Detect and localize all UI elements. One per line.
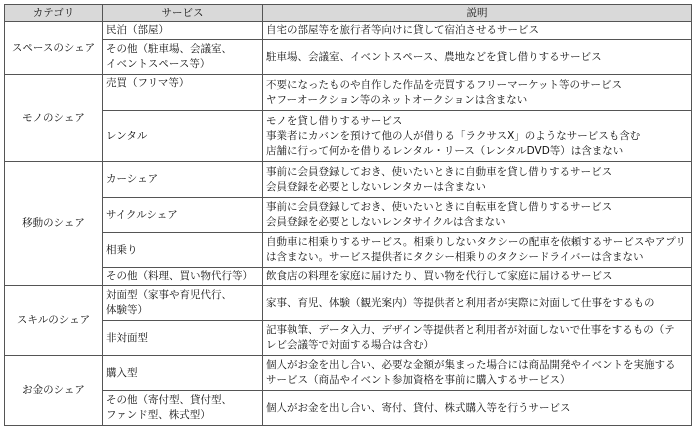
cell-text-line: 飲食店の料理を家庭に届けたり、買い物を代行して家庭に届けるサービス <box>266 270 613 282</box>
service-cell <box>103 162 263 198</box>
cell-text-line: 相乗り <box>106 243 138 256</box>
table-row <box>5 22 692 40</box>
service-cell <box>103 356 263 391</box>
service-cell <box>103 22 263 40</box>
cell-text-line: 民泊（部屋） <box>106 24 169 36</box>
cell-text-line: その他（駐車場、会議室、 <box>106 43 232 55</box>
cell-text-line: サイクルシェア <box>106 208 178 221</box>
category-cell: お金のシェア <box>5 356 103 426</box>
table-row <box>5 75 692 111</box>
description-cell <box>263 286 692 321</box>
service-cell <box>103 286 263 321</box>
service-cell <box>103 268 263 286</box>
cell-text-line: 駐車場、会議室、イベントスペース、農地などを貸し借りするサービス <box>266 50 602 63</box>
cell-text-line: イベントスペース等） <box>106 58 211 70</box>
cell-text-line: は含まない。サービス提供者にタクシー相乗りのタクシードライバーは含まない <box>266 251 644 263</box>
table-row <box>5 391 692 426</box>
table-row <box>5 268 692 286</box>
category-cell: スキルのシェア <box>5 286 103 356</box>
service-cell <box>103 40 263 75</box>
cell-text-line: その他（料理、買い物代行等） <box>106 270 253 282</box>
service-cell <box>103 111 263 162</box>
cell-text-line: 体験等） <box>106 304 148 316</box>
category-cell: 移動のシェア <box>5 162 103 286</box>
description-cell <box>263 111 692 162</box>
service-cell <box>103 391 263 426</box>
cell-text-line: 売買（フリマ等） <box>106 77 190 89</box>
header-description: 説明 <box>263 5 692 22</box>
cell-text-line: 事前に会員登録しておき、使いたいときに自動車を貸し借りするサービス <box>266 165 613 178</box>
header-row <box>5 5 692 22</box>
cell-text-line: 家事、育児、体験（観光案内）等提供者と利用者が実際に対面して仕事をするもの <box>266 296 655 309</box>
description-cell <box>263 198 692 233</box>
header-service: サービス <box>103 5 263 22</box>
description-cell <box>263 162 692 198</box>
service-cell <box>103 233 263 268</box>
sharing-category-table <box>4 4 692 426</box>
cell-text-line: 事業者にカバンを預けて他の人が借りる「ラクサスX」のようなサービスも含む <box>266 129 641 142</box>
cell-text-line: 購入型 <box>106 366 138 379</box>
description-cell <box>263 22 692 40</box>
cell-text-line: 自宅の部屋等を旅行者等向けに貸して宿泊させるサービス <box>266 24 539 36</box>
cell-text-line: 会員登録を必要としないレンタカーは含まない <box>266 180 486 193</box>
cell-text-line: レビ会議等で対面する場合は含む） <box>266 339 434 351</box>
service-cell <box>103 321 263 356</box>
table-row <box>5 356 692 391</box>
table-row <box>5 162 692 198</box>
cell-text-line: サービス（商品やイベント参加資格を事前に購入するサービス） <box>266 374 571 386</box>
cell-text-line: 店舗に行って何かを借りるレンタル・リース（レンタルDVD等）は含まない <box>266 144 624 157</box>
description-cell <box>263 75 692 111</box>
table-row <box>5 111 692 162</box>
description-cell <box>263 233 692 268</box>
cell-text-line: その他（寄付型、貸付型、 <box>106 394 232 406</box>
table-body <box>5 22 692 426</box>
category-cell: スペースのシェア <box>5 22 103 75</box>
table-row <box>5 198 692 233</box>
description-cell <box>263 40 692 75</box>
service-cell <box>103 75 263 111</box>
cell-text-line: 不要になったものや自作した作品を売買するフリーマーケット等のサービス <box>266 78 623 91</box>
cell-text-line: カーシェア <box>106 173 159 185</box>
cell-text-line: 会員登録を必要としないレンタサイクルは含まない <box>266 216 506 228</box>
cell-text-line: ヤフーオークション等のネットオークションは含まない <box>266 93 528 106</box>
header-category: カテゴリ <box>5 5 103 22</box>
table-row <box>5 233 692 268</box>
table-row <box>5 321 692 356</box>
description-cell <box>263 356 692 391</box>
category-cell: モノのシェア <box>5 75 103 162</box>
cell-text-line: 個人がお金を出し合い、必要な金額が集まった場合には商品開発やイベントを実施する <box>266 359 676 371</box>
table-row <box>5 286 692 321</box>
cell-text-line: 事前に会員登録しておき、使いたいときに自転車を貸し借りするサービス <box>266 201 613 213</box>
cell-text-line: ファンド型、株式型） <box>106 409 211 421</box>
cell-text-line: 個人がお金を出し合い、寄付、貸付、株式購入等を行うサービス <box>266 401 571 414</box>
table-row <box>5 40 692 75</box>
cell-text-line: 記事執筆、データ入力、デザイン等提供者と利用者が対面しないで仕事をするもの（テ <box>266 324 675 336</box>
service-cell <box>103 198 263 233</box>
description-cell <box>263 391 692 426</box>
description-cell <box>263 268 692 286</box>
description-cell <box>263 321 692 356</box>
cell-text-line: 自動車に相乗りするサービス。相乗りしないタクシーの配車を依頼するサービスやアプリ <box>266 236 686 248</box>
cell-text-line: 非対面型 <box>106 331 148 344</box>
cell-text-line: 対面型（家事や育児代行、 <box>106 289 232 301</box>
cell-text-line: レンタル <box>106 129 148 142</box>
cell-text-line: モノを貸し借りするサービス <box>266 114 403 127</box>
